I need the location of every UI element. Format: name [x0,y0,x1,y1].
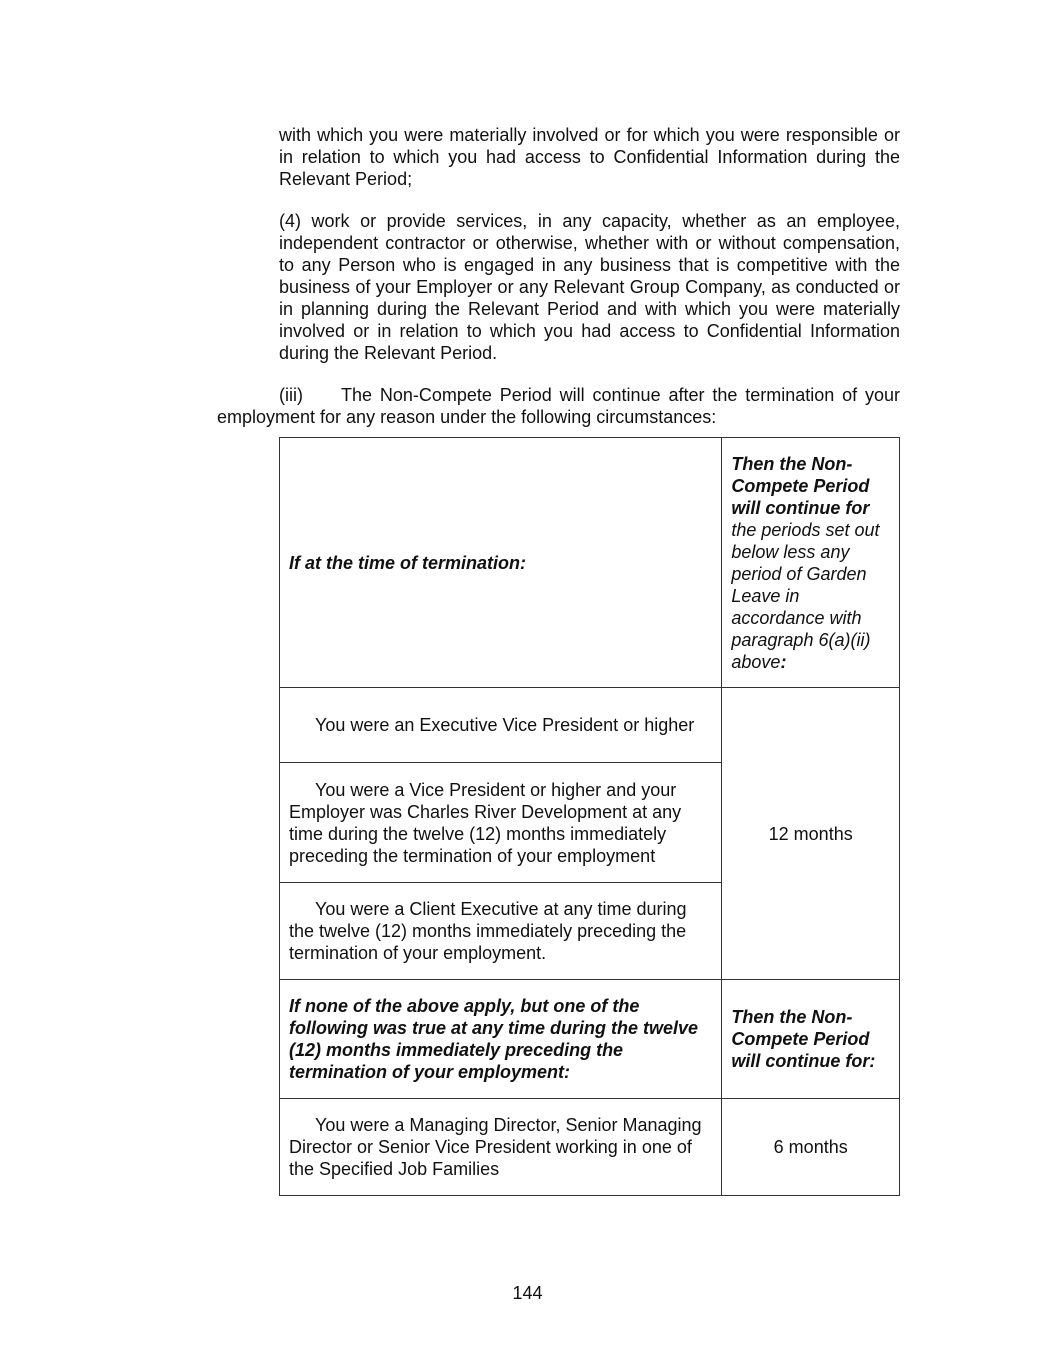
period-12-text: 12 months [768,823,853,844]
table-row [280,1099,900,1196]
header-right-colon: : [780,651,787,672]
header-right-bold-text: Then the Non-Compete Period will continue for [731,453,870,518]
table-subheader-row [280,980,900,1099]
clause-number: (iii) [279,385,303,405]
subheader-left-text: If none of the above apply, but one of the following was true at any time during the twelve (12) months immediately preceding the termination of your employment: [289,996,699,1082]
row-evp-text: You were an Executive Vice President or higher [315,715,695,735]
table-row [280,688,900,763]
row-evp-cell [280,688,722,763]
row-vp-text: You were a Vice President or higher and your Employer was Charles River Development at any time during the twelve (12) months immediately preceding the termination of your employment [289,779,682,866]
row-client-exec-text: You were a Client Executive at any time during the twelve (12) months immediately preceding the termination of your employment. [289,899,687,963]
row-md-text: You were a Managing Director, Senior Managing Director or Senior Vice President working in one of the Specified Job Families [289,1115,702,1179]
subheader-right-text: Then the Non-Compete Period will continue for: [731,1007,876,1071]
period-12-cell [722,688,900,980]
clause-text: The Non-Compete Period will continue after the termination of your employment for any reason under the following circumstances: [217,385,900,427]
row-client-exec-cell [280,883,722,980]
header-right-cell [722,438,900,688]
paragraph-continuation: with which you were materially involved or for which you were responsible or in relation to which you had access to Confidential Information during the Relevant Period; [279,125,900,189]
subheader-right-cell [722,980,900,1099]
period-6-cell [722,1099,900,1196]
period-6-text: 6 months [773,1137,848,1157]
header-right-italic-text: the periods set out below less any period of Garden Leave in accordance with paragraph 6(a)(ii) above [731,519,880,672]
row-md-cell [280,1099,722,1196]
page-number: 144 [512,1283,543,1303]
paragraph-clause-4: (4) work or provide services, in any capacity, whether as an employee, independent contractor or otherwise, whether with or without compensation, to any Person who is engaged in any business that is competitive with the business of your Employer or any Relevant Group Company, as conducted or in planning during the Relevant Period and with which you were materially involved or in relation to which you had access to Confidential Information during the Relevant Period. [279,211,900,363]
header-left-cell [280,438,722,688]
subheader-left-cell [280,980,722,1099]
non-compete-table [279,437,900,1196]
paragraph-clause-iii [217,384,900,428]
header-left-text: If at the time of termination: [289,552,527,573]
table-header-row [280,438,900,688]
row-vp-cell [280,763,722,883]
